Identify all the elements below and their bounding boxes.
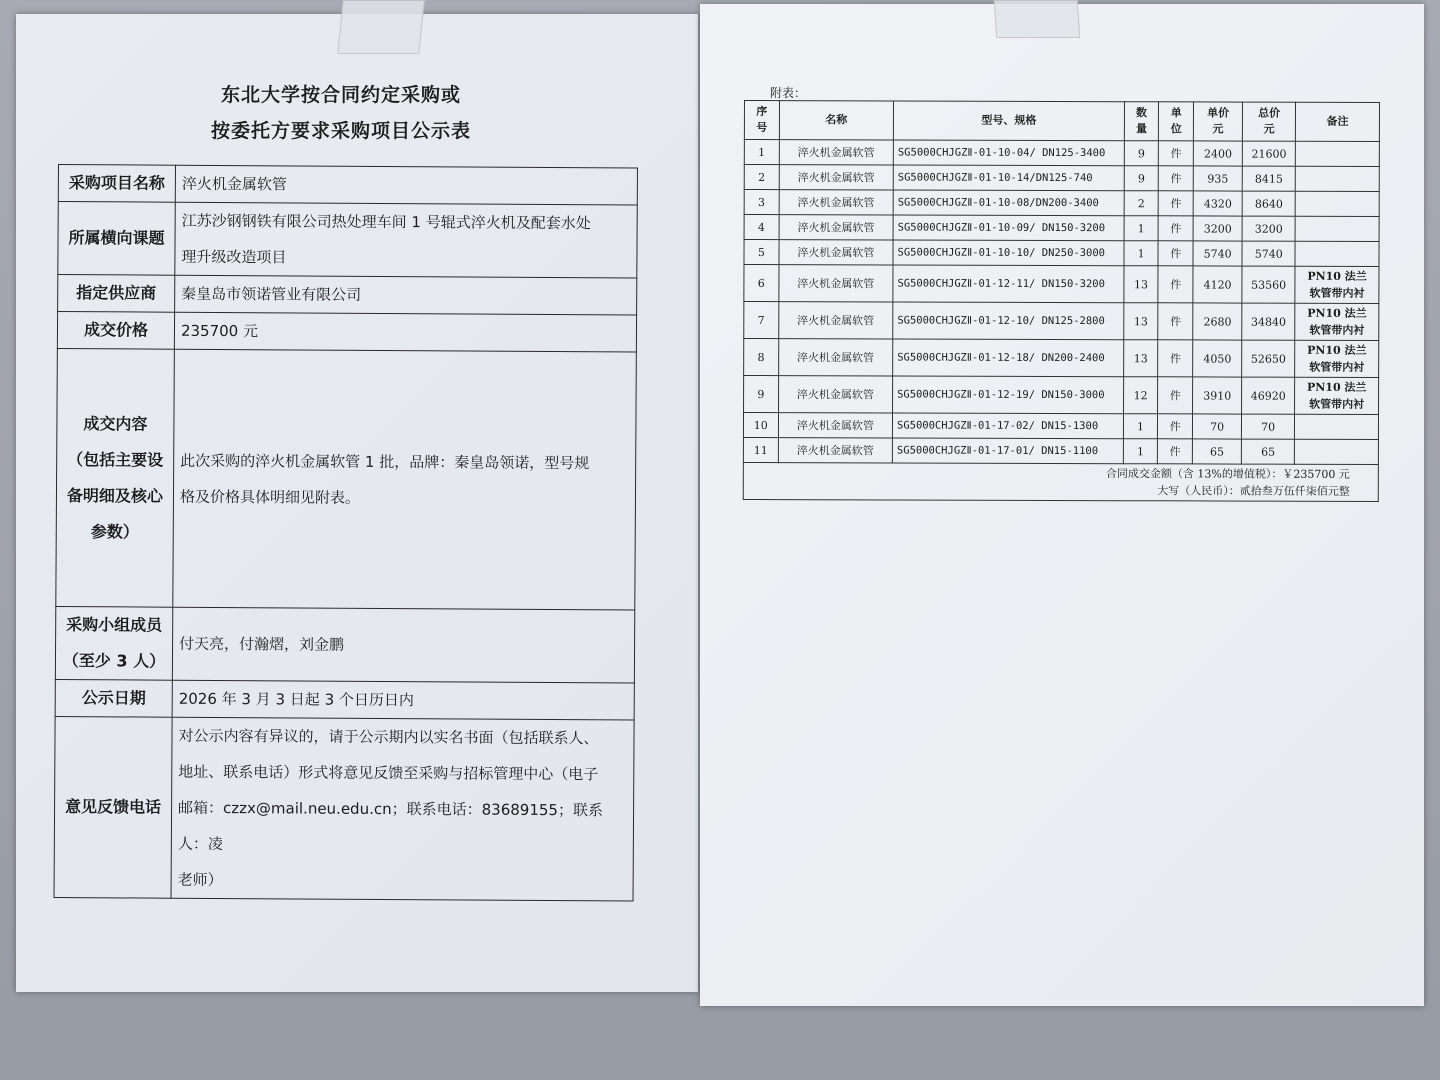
cell-qty: 2: [1124, 191, 1159, 216]
document-title-line1: 东北大学按合同约定采购或: [220, 84, 461, 106]
row-topic: [58, 202, 637, 279]
cell-name: 淬火机金属软管: [778, 302, 892, 339]
value-feedback-line3: 邮箱：czzx@mail.neu.edu.cn；联系电话：83689155；联系人：凌: [177, 798, 604, 854]
cell-qty: 1: [1123, 414, 1158, 439]
header-no-line2: 号: [756, 121, 768, 135]
header-no: [744, 101, 779, 140]
attachment-label: 附表：: [770, 86, 807, 100]
cell-unit: 件: [1158, 266, 1193, 303]
header-no-line1: 序: [756, 105, 768, 119]
cell-note-line2: 软管带内衬: [1309, 360, 1365, 374]
cell-price: 5740: [1193, 241, 1242, 266]
cell-total: 34840: [1242, 303, 1295, 340]
cell-price: 4320: [1193, 191, 1242, 216]
cell-note: [1295, 377, 1379, 414]
document-title-line2: 按委托方要求采购项目公示表: [210, 120, 471, 142]
cell-unit: 件: [1159, 216, 1194, 241]
cell-unit: 件: [1159, 141, 1194, 166]
cell-qty: 9: [1124, 141, 1159, 166]
cell-spec: SG5000CHJGZⅡ-01-10-09/ DN150-3200: [893, 215, 1124, 241]
summary-amount-in-words: 大写（人民币）：贰拾叁万伍仟柒佰元整: [1157, 484, 1350, 498]
cell-price: 935: [1193, 166, 1242, 191]
cell-total: 3200: [1242, 216, 1295, 241]
header-total-line2: 元: [1263, 122, 1275, 136]
attachment-table: [743, 100, 1380, 502]
cell-note: [1295, 340, 1379, 377]
header-price-line1: 单价: [1207, 106, 1230, 120]
value-topic-line1: 江苏沙钢钢铁有限公司热处理车间 1 号辊式淬火机及配套水处: [181, 211, 591, 233]
table-row: [743, 437, 1378, 464]
cell-unit: 件: [1158, 303, 1193, 340]
cell-price: 2680: [1193, 303, 1242, 340]
cell-qty: 1: [1123, 439, 1158, 464]
cell-qty: 1: [1124, 216, 1159, 241]
cell-name: 淬火机金属软管: [779, 140, 893, 165]
cell-no: 10: [743, 413, 778, 438]
cell-price: 3200: [1193, 216, 1242, 241]
label-content: [56, 348, 175, 607]
cell-note: [1295, 241, 1379, 266]
cell-spec: SG5000CHJGZⅡ-01-10-10/ DN250-3000: [893, 240, 1124, 266]
label-date: 公示日期: [55, 679, 172, 717]
summary-cell: [743, 462, 1378, 501]
cell-spec: SG5000CHJGZⅡ-01-10-08/DN200-3400: [893, 190, 1124, 216]
label-members-line1: 采购小组成员: [66, 615, 163, 635]
cell-unit: 件: [1158, 241, 1193, 266]
tape-strip: [337, 0, 425, 54]
label-content-line2: （包括主要设: [67, 449, 164, 470]
value-project-name: 淬火机金属软管: [175, 165, 637, 205]
value-price: 235700 元: [174, 312, 636, 352]
cell-total: 70: [1242, 414, 1295, 439]
table-row: [744, 265, 1379, 304]
summary-total-amount: 合同成交金额（含 13%的增值税）：￥235700 元: [1105, 467, 1350, 481]
label-supplier: 指定供应商: [58, 275, 175, 313]
cell-unit: 件: [1158, 340, 1193, 377]
value-content: [173, 349, 637, 610]
value-topic: [175, 202, 637, 278]
value-feedback-line1: 对公示内容有异议的，请于公示期内以实名书面（包括联系人、: [178, 726, 599, 748]
cell-note-line2: 软管带内衬: [1309, 397, 1365, 411]
row-project-name: [58, 165, 637, 206]
cell-no: 1: [744, 140, 779, 165]
cell-qty: 13: [1123, 340, 1158, 377]
cell-total: 53560: [1242, 266, 1295, 303]
value-feedback: [171, 717, 634, 901]
cell-no: 6: [744, 265, 779, 302]
table-row: [744, 215, 1379, 242]
cell-name: 淬火机金属软管: [778, 339, 892, 376]
cell-no: 5: [744, 240, 779, 265]
cell-note-line1: PN10 法兰: [1306, 380, 1367, 394]
table-row: [743, 413, 1378, 440]
cell-no: 4: [744, 215, 779, 240]
cell-price: 3910: [1193, 377, 1242, 414]
cell-no: 11: [743, 437, 778, 462]
cell-note: [1295, 266, 1379, 303]
header-unit-line1: 单: [1170, 106, 1182, 120]
label-content-line1: 成交内容: [83, 413, 148, 434]
cell-price: 4050: [1193, 340, 1242, 377]
value-feedback-line2: 地址、联系电话）形式将意见反馈至采购与招标管理中心（电子: [178, 762, 599, 784]
cell-spec: SG5000CHJGZⅡ-01-12-11/ DN150-3200: [893, 265, 1124, 303]
table-row: [744, 190, 1379, 217]
cell-unit: 件: [1159, 191, 1194, 216]
attachment-header-row: [744, 101, 1379, 142]
cell-name: 淬火机金属软管: [778, 438, 892, 463]
cell-no: 9: [744, 376, 779, 413]
cell-qty: 13: [1124, 266, 1159, 303]
cell-total: 46920: [1242, 377, 1295, 414]
label-members: [55, 606, 172, 680]
cell-note-line2: 软管带内衬: [1309, 286, 1365, 300]
cell-qty: 13: [1123, 303, 1158, 340]
cell-total: 21600: [1242, 141, 1295, 166]
header-qty: [1124, 102, 1159, 141]
cell-total: 5740: [1242, 241, 1295, 266]
cell-note-line1: PN10 法兰: [1307, 306, 1367, 320]
row-members: [55, 606, 634, 683]
cell-qty: 12: [1123, 377, 1158, 414]
table-row: [744, 140, 1379, 167]
value-supplier: 秦皇岛市领诺管业有限公司: [175, 275, 637, 315]
cell-note-line1: PN10 法兰: [1307, 343, 1367, 357]
header-qty-line2: 量: [1135, 122, 1148, 136]
cell-spec: SG5000CHJGZⅡ-01-17-02/ DN15-1300: [892, 413, 1123, 439]
table-row: [744, 165, 1379, 192]
header-spec: 型号、规格: [893, 101, 1124, 141]
cell-price: 70: [1193, 414, 1242, 439]
cell-spec: SG5000CHJGZⅡ-01-10-14/DN125-740: [893, 165, 1124, 191]
cell-name: 淬火机金属软管: [779, 165, 893, 190]
tape-strip: [994, 0, 1081, 38]
announcement-table: [54, 164, 638, 902]
cell-note: [1296, 141, 1380, 166]
cell-price: 65: [1193, 439, 1242, 464]
label-members-line2: （至少 3 人）: [62, 651, 166, 671]
cell-note: [1295, 439, 1379, 464]
header-price-line2: 元: [1212, 122, 1224, 136]
cell-spec: SG5000CHJGZⅡ-01-12-19/ DN150-3000: [893, 376, 1124, 414]
row-content: [56, 348, 637, 610]
cell-price: 2400: [1193, 141, 1242, 166]
cell-spec: SG5000CHJGZⅡ-01-10-04/ DN125-3400: [893, 140, 1124, 166]
value-content-line2: 格及价格具体明细见附表。: [179, 487, 361, 507]
cell-note: [1295, 166, 1379, 191]
cell-no: 2: [744, 165, 779, 190]
value-feedback-line4: 老师）: [177, 870, 223, 890]
value-content-line1: 此次采购的淬火机金属软管 1 批，品牌：秦皇岛领诺，型号规: [180, 451, 590, 472]
cell-name: 淬火机金属软管: [778, 376, 892, 413]
row-date: [55, 679, 634, 720]
cell-no: 3: [744, 190, 779, 215]
value-members: 付天亮，付瀚熠，刘金鹏: [172, 607, 634, 683]
cell-unit: 件: [1158, 439, 1193, 464]
row-feedback: [54, 716, 634, 901]
cell-qty: 9: [1124, 166, 1159, 191]
value-topic-line2: 理升级改造项目: [181, 247, 287, 267]
label-content-line4: 参数）: [90, 521, 139, 541]
label-feedback: 意见反馈电话: [54, 716, 172, 898]
header-price: [1194, 102, 1243, 141]
label-content-line3: 备明细及核心: [66, 485, 164, 506]
table-row: [744, 302, 1379, 341]
cell-total: 52650: [1242, 340, 1295, 377]
table-row: [744, 339, 1379, 378]
cell-note: [1295, 303, 1379, 340]
cell-spec: SG5000CHJGZⅡ-01-17-01/ DN15-1100: [892, 438, 1123, 464]
cell-note-line2: 软管带内衬: [1309, 323, 1365, 337]
header-unit: [1159, 102, 1194, 141]
cell-no: 8: [744, 339, 779, 376]
cell-name: 淬火机金属软管: [779, 240, 893, 265]
header-note: 备注: [1296, 102, 1380, 141]
row-price: [57, 312, 636, 353]
cell-qty: 1: [1124, 241, 1159, 266]
attachment-table-body: [743, 140, 1379, 465]
cell-total: 8640: [1242, 191, 1295, 216]
cell-spec: SG5000CHJGZⅡ-01-12-18/ DN200-2400: [893, 339, 1124, 377]
cell-note: [1295, 191, 1379, 216]
header-total-line1: 总价: [1258, 106, 1281, 120]
header-qty-line1: 数: [1136, 106, 1148, 120]
cell-name: 淬火机金属软管: [779, 265, 893, 302]
cell-total: 8415: [1242, 166, 1295, 191]
cell-spec: SG5000CHJGZⅡ-01-12-10/ DN125-2800: [893, 302, 1124, 340]
header-total: [1243, 102, 1296, 141]
cell-name: 淬火机金属软管: [779, 190, 893, 215]
cell-price: 4120: [1193, 266, 1242, 303]
cell-unit: 件: [1159, 166, 1194, 191]
cell-note: [1295, 216, 1379, 241]
cell-name: 淬火机金属软管: [779, 215, 893, 240]
row-supplier: [58, 275, 637, 316]
label-project-name: 采购项目名称: [58, 165, 175, 203]
header-unit-line2: 位: [1170, 122, 1182, 136]
table-row: [744, 376, 1379, 415]
cell-name: 淬火机金属软管: [778, 413, 892, 438]
label-topic: 所属横向课题: [58, 202, 175, 276]
header-name: 名称: [779, 101, 893, 140]
cell-unit: 件: [1158, 414, 1193, 439]
cell-note: [1295, 414, 1379, 439]
label-price: 成交价格: [57, 312, 174, 350]
value-date: 2026 年 3 月 3 日起 3 个日历日内: [172, 680, 634, 720]
cell-note-line1: PN10 法兰: [1307, 269, 1367, 283]
cell-total: 65: [1242, 439, 1295, 464]
cell-unit: 件: [1158, 377, 1193, 414]
cell-no: 7: [744, 302, 779, 339]
table-row: [744, 240, 1379, 267]
summary-row: [743, 462, 1378, 501]
